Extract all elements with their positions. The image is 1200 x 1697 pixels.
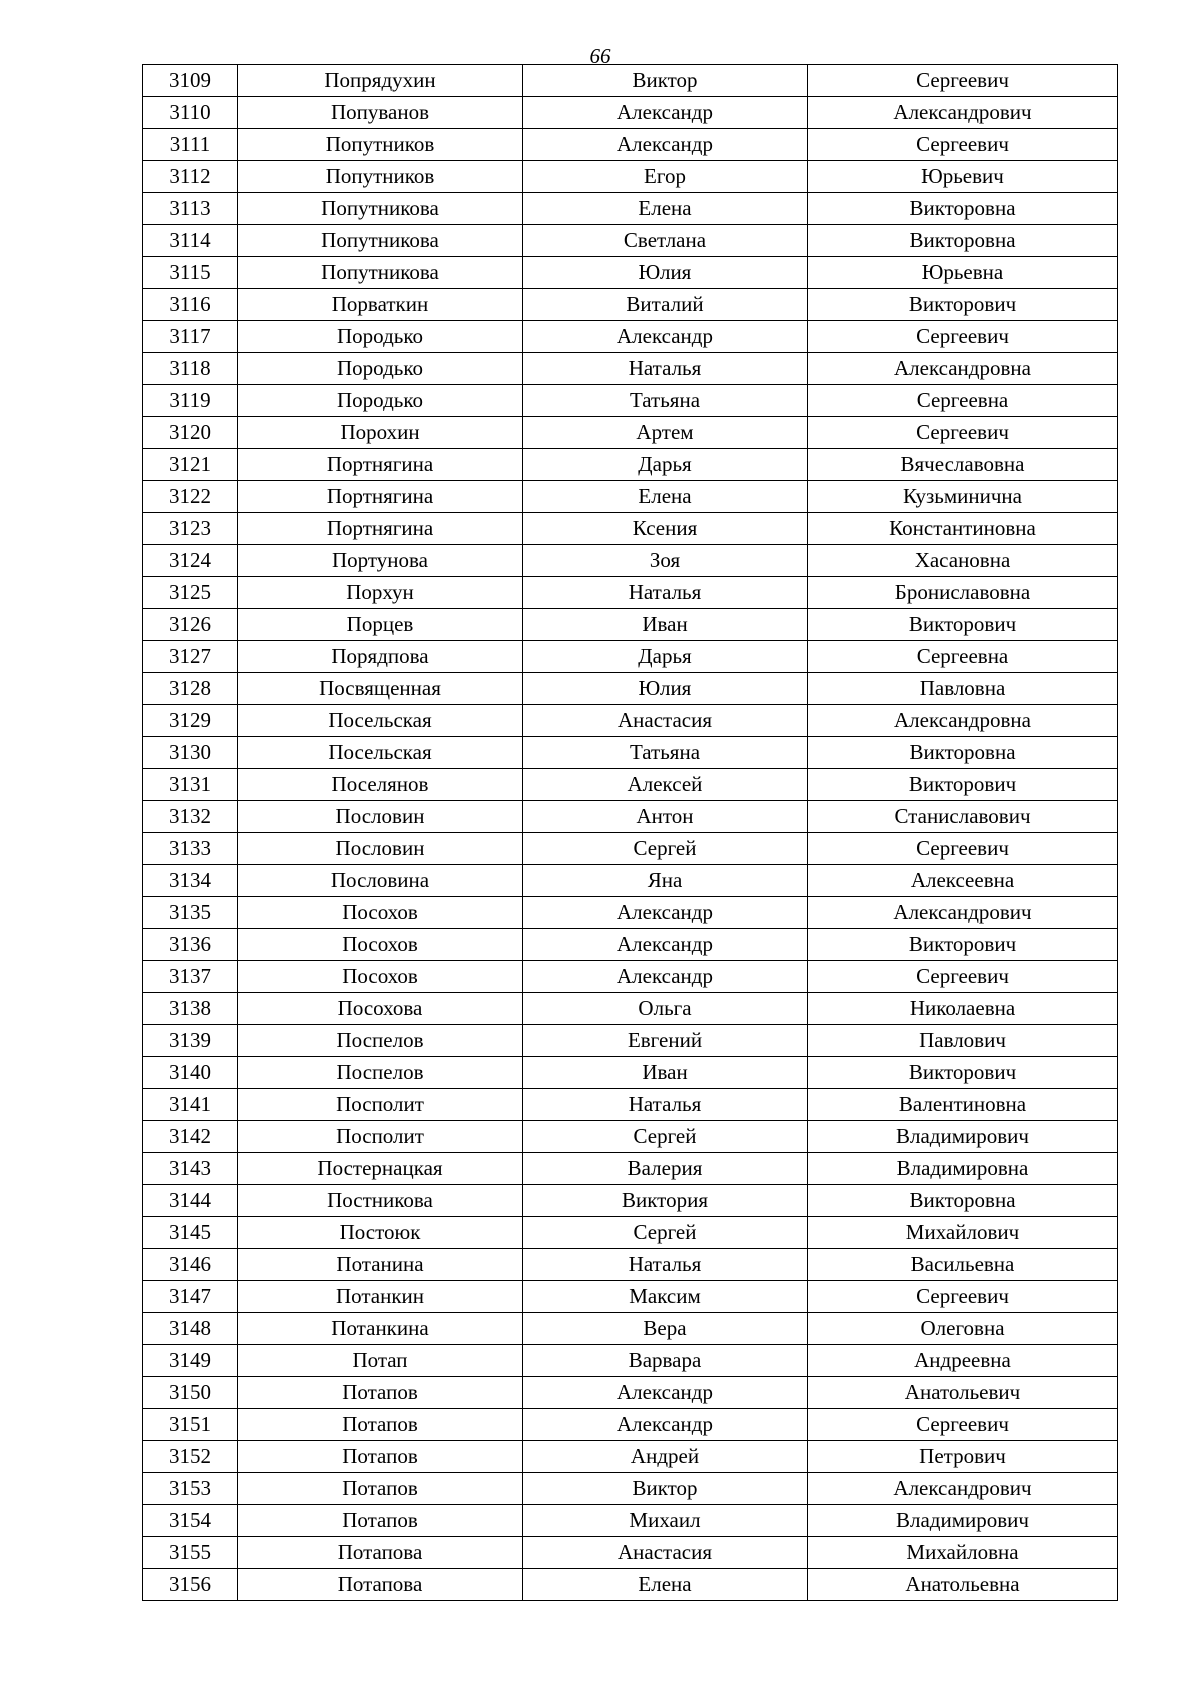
row-number-cell: 3132 xyxy=(143,801,238,833)
table-row xyxy=(143,1377,1118,1409)
last-name-cell: Портнягина xyxy=(238,449,523,481)
patronymic-cell: Вячеславовна xyxy=(808,449,1118,481)
patronymic-cell: Сергеевна xyxy=(808,641,1118,673)
row-number-cell: 3140 xyxy=(143,1057,238,1089)
table-row xyxy=(143,1569,1118,1601)
row-number-cell: 3142 xyxy=(143,1121,238,1153)
row-number-cell: 3141 xyxy=(143,1089,238,1121)
last-name-cell: Посохов xyxy=(238,929,523,961)
patronymic-cell: Олеговна xyxy=(808,1313,1118,1345)
first-name-cell: Светлана xyxy=(523,225,808,257)
patronymic-cell: Константиновна xyxy=(808,513,1118,545)
last-name-cell: Попутникова xyxy=(238,193,523,225)
last-name-cell: Потанкина xyxy=(238,1313,523,1345)
patronymic-cell: Петрович xyxy=(808,1441,1118,1473)
patronymic-cell: Сергеевич xyxy=(808,1281,1118,1313)
table-row xyxy=(143,1345,1118,1377)
table-row xyxy=(143,1281,1118,1313)
patronymic-cell: Валентиновна xyxy=(808,1089,1118,1121)
row-number-cell: 3138 xyxy=(143,993,238,1025)
first-name-cell: Андрей xyxy=(523,1441,808,1473)
first-name-cell: Ольга xyxy=(523,993,808,1025)
last-name-cell: Породько xyxy=(238,385,523,417)
row-number-cell: 3151 xyxy=(143,1409,238,1441)
row-number-cell: 3146 xyxy=(143,1249,238,1281)
patronymic-cell: Александрович xyxy=(808,97,1118,129)
first-name-cell: Александр xyxy=(523,321,808,353)
patronymic-cell: Викторович xyxy=(808,609,1118,641)
table-row xyxy=(143,449,1118,481)
patronymic-cell: Михайлович xyxy=(808,1217,1118,1249)
last-name-cell: Потапова xyxy=(238,1569,523,1601)
first-name-cell: Виктор xyxy=(523,1473,808,1505)
table-row xyxy=(143,129,1118,161)
table-row xyxy=(143,1185,1118,1217)
patronymic-cell: Викторовна xyxy=(808,225,1118,257)
table-row xyxy=(143,1025,1118,1057)
first-name-cell: Юлия xyxy=(523,673,808,705)
first-name-cell: Максим xyxy=(523,1281,808,1313)
table-row xyxy=(143,545,1118,577)
first-name-cell: Ксения xyxy=(523,513,808,545)
patronymic-cell: Сергеевич xyxy=(808,833,1118,865)
patronymic-cell: Викторовна xyxy=(808,193,1118,225)
first-name-cell: Елена xyxy=(523,193,808,225)
patronymic-cell: Викторовна xyxy=(808,737,1118,769)
first-name-cell: Татьяна xyxy=(523,385,808,417)
row-number-cell: 3147 xyxy=(143,1281,238,1313)
table-row xyxy=(143,1409,1118,1441)
patronymic-cell: Викторович xyxy=(808,929,1118,961)
first-name-cell: Татьяна xyxy=(523,737,808,769)
last-name-cell: Посвященная xyxy=(238,673,523,705)
patronymic-cell: Андреевна xyxy=(808,1345,1118,1377)
table-row xyxy=(143,1153,1118,1185)
last-name-cell: Потап xyxy=(238,1345,523,1377)
last-name-cell: Порохин xyxy=(238,417,523,449)
row-number-cell: 3136 xyxy=(143,929,238,961)
first-name-cell: Александр xyxy=(523,129,808,161)
row-number-cell: 3128 xyxy=(143,673,238,705)
last-name-cell: Посохова xyxy=(238,993,523,1025)
first-name-cell: Алексей xyxy=(523,769,808,801)
last-name-cell: Порваткин xyxy=(238,289,523,321)
row-number-cell: 3114 xyxy=(143,225,238,257)
table-row xyxy=(143,1313,1118,1345)
patronymic-cell: Сергеевич xyxy=(808,417,1118,449)
last-name-cell: Попутников xyxy=(238,161,523,193)
table-row xyxy=(143,321,1118,353)
table-row xyxy=(143,769,1118,801)
patronymic-cell: Юрьевич xyxy=(808,161,1118,193)
row-number-cell: 3143 xyxy=(143,1153,238,1185)
last-name-cell: Порхун xyxy=(238,577,523,609)
table-row xyxy=(143,865,1118,897)
row-number-cell: 3115 xyxy=(143,257,238,289)
last-name-cell: Потапова xyxy=(238,1537,523,1569)
last-name-cell: Потанина xyxy=(238,1249,523,1281)
first-name-cell: Виталий xyxy=(523,289,808,321)
page-number: 66 xyxy=(589,44,611,68)
first-name-cell: Александр xyxy=(523,1409,808,1441)
first-name-cell: Дарья xyxy=(523,449,808,481)
table-row xyxy=(143,193,1118,225)
last-name-cell: Посохов xyxy=(238,897,523,929)
table-row xyxy=(143,289,1118,321)
last-name-cell: Попутников xyxy=(238,129,523,161)
row-number-cell: 3156 xyxy=(143,1569,238,1601)
patronymic-cell: Владимирович xyxy=(808,1121,1118,1153)
patronymic-cell: Викторовна xyxy=(808,1185,1118,1217)
first-name-cell: Александр xyxy=(523,97,808,129)
row-number-cell: 3118 xyxy=(143,353,238,385)
last-name-cell: Потапов xyxy=(238,1409,523,1441)
row-number-cell: 3153 xyxy=(143,1473,238,1505)
row-number-cell: 3112 xyxy=(143,161,238,193)
patronymic-cell: Сергеевич xyxy=(808,961,1118,993)
last-name-cell: Посполит xyxy=(238,1121,523,1153)
row-number-cell: 3111 xyxy=(143,129,238,161)
table-row xyxy=(143,1473,1118,1505)
table-row xyxy=(143,897,1118,929)
first-name-cell: Сергей xyxy=(523,1121,808,1153)
first-name-cell: Александр xyxy=(523,929,808,961)
first-name-cell: Антон xyxy=(523,801,808,833)
first-name-cell: Юлия xyxy=(523,257,808,289)
patronymic-cell: Александрович xyxy=(808,897,1118,929)
first-name-cell: Егор xyxy=(523,161,808,193)
table-row xyxy=(143,1057,1118,1089)
last-name-cell: Портунова xyxy=(238,545,523,577)
table-row xyxy=(143,833,1118,865)
table-row xyxy=(143,1537,1118,1569)
last-name-cell: Постернацкая xyxy=(238,1153,523,1185)
table-row xyxy=(143,1089,1118,1121)
last-name-cell: Породько xyxy=(238,321,523,353)
patronymic-cell: Сергеевич xyxy=(808,321,1118,353)
patronymic-cell: Владимирович xyxy=(808,1505,1118,1537)
row-number-cell: 3133 xyxy=(143,833,238,865)
first-name-cell: Александр xyxy=(523,897,808,929)
last-name-cell: Попутникова xyxy=(238,257,523,289)
patronymic-cell: Кузьминична xyxy=(808,481,1118,513)
table-row xyxy=(143,577,1118,609)
last-name-cell: Посохов xyxy=(238,961,523,993)
last-name-cell: Попрядухин xyxy=(238,65,523,97)
patronymic-cell: Васильевна xyxy=(808,1249,1118,1281)
last-name-cell: Потанкин xyxy=(238,1281,523,1313)
row-number-cell: 3135 xyxy=(143,897,238,929)
patronymic-cell: Викторович xyxy=(808,289,1118,321)
row-number-cell: 3125 xyxy=(143,577,238,609)
row-number-cell: 3117 xyxy=(143,321,238,353)
table-row xyxy=(143,929,1118,961)
row-number-cell: 3123 xyxy=(143,513,238,545)
row-number-cell: 3145 xyxy=(143,1217,238,1249)
row-number-cell: 3113 xyxy=(143,193,238,225)
first-name-cell: Михаил xyxy=(523,1505,808,1537)
row-number-cell: 3124 xyxy=(143,545,238,577)
names-table xyxy=(142,64,1118,1601)
first-name-cell: Елена xyxy=(523,1569,808,1601)
patronymic-cell: Юрьевна xyxy=(808,257,1118,289)
table-row xyxy=(143,513,1118,545)
last-name-cell: Портнягина xyxy=(238,513,523,545)
first-name-cell: Яна xyxy=(523,865,808,897)
last-name-cell: Посполит xyxy=(238,1089,523,1121)
last-name-cell: Постоюк xyxy=(238,1217,523,1249)
table-row xyxy=(143,481,1118,513)
row-number-cell: 3137 xyxy=(143,961,238,993)
last-name-cell: Потапов xyxy=(238,1441,523,1473)
patronymic-cell: Александровна xyxy=(808,705,1118,737)
row-number-cell: 3122 xyxy=(143,481,238,513)
first-name-cell: Иван xyxy=(523,1057,808,1089)
patronymic-cell: Александровна xyxy=(808,353,1118,385)
row-number-cell: 3134 xyxy=(143,865,238,897)
row-number-cell: 3116 xyxy=(143,289,238,321)
last-name-cell: Поселянов xyxy=(238,769,523,801)
last-name-cell: Пословин xyxy=(238,833,523,865)
patronymic-cell: Брониславовна xyxy=(808,577,1118,609)
last-name-cell: Пословин xyxy=(238,801,523,833)
table-row xyxy=(143,961,1118,993)
row-number-cell: 3110 xyxy=(143,97,238,129)
patronymic-cell: Павлович xyxy=(808,1025,1118,1057)
first-name-cell: Елена xyxy=(523,481,808,513)
table-row xyxy=(143,705,1118,737)
first-name-cell: Анастасия xyxy=(523,1537,808,1569)
row-number-cell: 3120 xyxy=(143,417,238,449)
table-row xyxy=(143,1121,1118,1153)
table-row xyxy=(143,161,1118,193)
last-name-cell: Порядпова xyxy=(238,641,523,673)
patronymic-cell: Александрович xyxy=(808,1473,1118,1505)
patronymic-cell: Владимировна xyxy=(808,1153,1118,1185)
patronymic-cell: Алексеевна xyxy=(808,865,1118,897)
last-name-cell: Пословина xyxy=(238,865,523,897)
table-row xyxy=(143,385,1118,417)
last-name-cell: Попуванов xyxy=(238,97,523,129)
last-name-cell: Порцев xyxy=(238,609,523,641)
last-name-cell: Портнягина xyxy=(238,481,523,513)
last-name-cell: Постникова xyxy=(238,1185,523,1217)
table-row xyxy=(143,65,1118,97)
patronymic-cell: Станиславович xyxy=(808,801,1118,833)
first-name-cell: Наталья xyxy=(523,1089,808,1121)
first-name-cell: Зоя xyxy=(523,545,808,577)
table-row xyxy=(143,353,1118,385)
first-name-cell: Вера xyxy=(523,1313,808,1345)
first-name-cell: Евгений xyxy=(523,1025,808,1057)
first-name-cell: Наталья xyxy=(523,577,808,609)
row-number-cell: 3148 xyxy=(143,1313,238,1345)
table-row xyxy=(143,225,1118,257)
row-number-cell: 3150 xyxy=(143,1377,238,1409)
first-name-cell: Валерия xyxy=(523,1153,808,1185)
last-name-cell: Потапов xyxy=(238,1505,523,1537)
first-name-cell: Иван xyxy=(523,609,808,641)
patronymic-cell: Сергеевна xyxy=(808,385,1118,417)
first-name-cell: Наталья xyxy=(523,1249,808,1281)
row-number-cell: 3144 xyxy=(143,1185,238,1217)
patronymic-cell: Анатольевна xyxy=(808,1569,1118,1601)
row-number-cell: 3152 xyxy=(143,1441,238,1473)
row-number-cell: 3121 xyxy=(143,449,238,481)
last-name-cell: Породько xyxy=(238,353,523,385)
row-number-cell: 3149 xyxy=(143,1345,238,1377)
row-number-cell: 3109 xyxy=(143,65,238,97)
first-name-cell: Наталья xyxy=(523,353,808,385)
names-table-body xyxy=(143,65,1118,1601)
table-row xyxy=(143,737,1118,769)
patronymic-cell: Павловна xyxy=(808,673,1118,705)
patronymic-cell: Хасановна xyxy=(808,545,1118,577)
first-name-cell: Артем xyxy=(523,417,808,449)
row-number-cell: 3139 xyxy=(143,1025,238,1057)
last-name-cell: Попутникова xyxy=(238,225,523,257)
first-name-cell: Виктор xyxy=(523,65,808,97)
last-name-cell: Посельская xyxy=(238,705,523,737)
table-row xyxy=(143,1505,1118,1537)
table-row xyxy=(143,673,1118,705)
table-row xyxy=(143,417,1118,449)
patronymic-cell: Сергеевич xyxy=(808,129,1118,161)
first-name-cell: Виктория xyxy=(523,1185,808,1217)
row-number-cell: 3130 xyxy=(143,737,238,769)
last-name-cell: Потапов xyxy=(238,1377,523,1409)
patronymic-cell: Сергеевич xyxy=(808,65,1118,97)
row-number-cell: 3127 xyxy=(143,641,238,673)
table-row xyxy=(143,801,1118,833)
row-number-cell: 3129 xyxy=(143,705,238,737)
table-row xyxy=(143,641,1118,673)
row-number-cell: 3154 xyxy=(143,1505,238,1537)
last-name-cell: Поспелов xyxy=(238,1057,523,1089)
last-name-cell: Посельская xyxy=(238,737,523,769)
table-row xyxy=(143,97,1118,129)
table-row xyxy=(143,1217,1118,1249)
first-name-cell: Варвара xyxy=(523,1345,808,1377)
table-row xyxy=(143,1441,1118,1473)
patronymic-cell: Михайловна xyxy=(808,1537,1118,1569)
table-row xyxy=(143,609,1118,641)
first-name-cell: Александр xyxy=(523,1377,808,1409)
patronymic-cell: Викторович xyxy=(808,769,1118,801)
table-row xyxy=(143,993,1118,1025)
row-number-cell: 3155 xyxy=(143,1537,238,1569)
first-name-cell: Анастасия xyxy=(523,705,808,737)
patronymic-cell: Анатольевич xyxy=(808,1377,1118,1409)
table-row xyxy=(143,257,1118,289)
first-name-cell: Александр xyxy=(523,961,808,993)
patronymic-cell: Викторович xyxy=(808,1057,1118,1089)
table-row xyxy=(143,1249,1118,1281)
last-name-cell: Потапов xyxy=(238,1473,523,1505)
row-number-cell: 3131 xyxy=(143,769,238,801)
patronymic-cell: Николаевна xyxy=(808,993,1118,1025)
patronymic-cell: Сергеевич xyxy=(808,1409,1118,1441)
first-name-cell: Дарья xyxy=(523,641,808,673)
last-name-cell: Поспелов xyxy=(238,1025,523,1057)
row-number-cell: 3119 xyxy=(143,385,238,417)
first-name-cell: Сергей xyxy=(523,1217,808,1249)
row-number-cell: 3126 xyxy=(143,609,238,641)
first-name-cell: Сергей xyxy=(523,833,808,865)
